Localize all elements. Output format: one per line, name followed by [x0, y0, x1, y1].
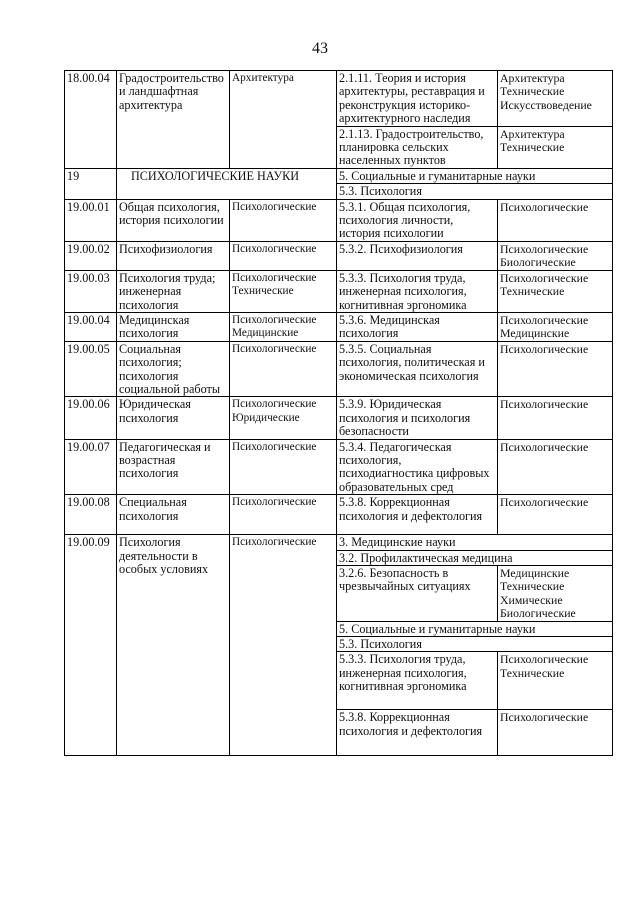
cell-field: Психологические: [230, 439, 337, 495]
cell-spec: 5.3.6. Медицинская психология: [337, 312, 498, 341]
cell-code: 19.00.08: [65, 495, 117, 535]
cell-group: 5.3. Психология: [337, 184, 613, 199]
cell-name: Медицинская психология: [117, 312, 230, 341]
cell-name: Психология деятельности в особых условиях: [117, 535, 230, 756]
cell-spec: 2.1.11. Теория и история архитектуры, реставрация и реконструкция историко-архитектурного наследия: [337, 71, 498, 127]
cell-fields: Психологические: [498, 199, 613, 241]
cell-spec: 2.1.13. Градостроительство, планировка сельских населенных пунктов: [337, 126, 498, 168]
cell-fields: Психологические: [498, 710, 613, 756]
cell-code: 19.00.09: [65, 535, 117, 756]
table-row: [65, 241, 613, 270]
cell-spec: 5.3.8. Коррекционная психология и дефектология: [337, 495, 498, 535]
cell-code: 19.00.06: [65, 397, 117, 439]
cell-spec: 3.2.6. Безопасность в чрезвычайных ситуациях: [337, 566, 498, 622]
cell-group: 5. Социальные и гуманитарные науки: [337, 621, 613, 636]
cell-field: Психологические: [230, 495, 337, 535]
table-row: [65, 199, 613, 241]
cell-spec: 5.3.9. Юридическая психология и психология безопасности: [337, 397, 498, 439]
table-row: [65, 71, 613, 127]
cell-fields: Психологические: [498, 495, 613, 535]
cell-group: 5.3. Психология: [337, 637, 613, 652]
table-row: [65, 270, 613, 312]
cell-fields: Архитектура Технические: [498, 126, 613, 168]
cell-spec: 5.3.1. Общая психология, психология личности, история психологии: [337, 199, 498, 241]
cell-spec: 5.3.3. Психология труда, инженерная психология, когнитивная эргономика: [337, 270, 498, 312]
table-row: [65, 439, 613, 495]
cell-field: Психологические: [230, 341, 337, 397]
page-number: 43: [312, 40, 328, 57]
cell-spec: 5.3.5. Социальная психология, политическая и экономическая психология: [337, 341, 498, 397]
table-row: [65, 535, 613, 550]
section-heading: ПСИХОЛОГИЧЕСКИЕ НАУКИ: [117, 168, 337, 199]
cell-code: 19.00.05: [65, 341, 117, 397]
cell-field: Архитектура: [230, 71, 337, 169]
table-row: [65, 168, 613, 183]
cell-fields: Психологические Биологические: [498, 241, 613, 270]
cell-name: Педагогическая и возрастная психология: [117, 439, 230, 495]
cell-fields: Психологические Технические: [498, 270, 613, 312]
cell-spec: 5.3.2. Психофизиология: [337, 241, 498, 270]
cell-name: Психофизиология: [117, 241, 230, 270]
cell-fields: Психологические: [498, 341, 613, 397]
cell-code: 18.00.04: [65, 71, 117, 169]
cell-spec: 5.3.4. Педагогическая психология, психодиагностика цифровых образовательных сред: [337, 439, 498, 495]
cell-group: 3.2. Профилактическая медицина: [337, 550, 613, 565]
cell-fields: Психологические: [498, 397, 613, 439]
cell-code: 19.00.02: [65, 241, 117, 270]
specialties-table: [64, 70, 613, 756]
cell-code: 19: [65, 168, 117, 199]
cell-field: Психологические Технические: [230, 270, 337, 312]
cell-name: Социальная психология; психология социальной работы: [117, 341, 230, 397]
cell-field: Психологические Медицинские: [230, 312, 337, 341]
cell-fields: Психологические: [498, 439, 613, 495]
cell-fields: Архитектура Технические Искусствоведение: [498, 71, 613, 127]
cell-code: 19.00.07: [65, 439, 117, 495]
cell-code: 19.00.03: [65, 270, 117, 312]
cell-name: Юридическая психология: [117, 397, 230, 439]
cell-fields: Медицинские Технические Химические Биологические: [498, 566, 613, 622]
cell-spec: 5.3.8. Коррекционная психология и дефектология: [337, 710, 498, 756]
cell-fields: Психологические Технические: [498, 652, 613, 710]
cell-field: Психологические: [230, 199, 337, 241]
cell-name: Специальная психология: [117, 495, 230, 535]
cell-code: 19.00.01: [65, 199, 117, 241]
cell-field: Психологические Юридические: [230, 397, 337, 439]
cell-group: 5. Социальные и гуманитарные науки: [337, 168, 613, 183]
cell-fields: Психологические Медицинские: [498, 312, 613, 341]
cell-name: Градостроительство и ландшафтная архитектура: [117, 71, 230, 169]
cell-spec: 5.3.3. Психология труда, инженерная психология, когнитивная эргономика: [337, 652, 498, 710]
cell-name: Общая психология, история психологии: [117, 199, 230, 241]
cell-field: Психологические: [230, 241, 337, 270]
table-row: [65, 495, 613, 535]
cell-code: 19.00.04: [65, 312, 117, 341]
cell-name: Психология труда; инженерная психология: [117, 270, 230, 312]
table-row: [65, 341, 613, 397]
cell-field: Психологические: [230, 535, 337, 756]
table-row: [65, 397, 613, 439]
table-row: [65, 312, 613, 341]
cell-group: 3. Медицинские науки: [337, 535, 613, 550]
